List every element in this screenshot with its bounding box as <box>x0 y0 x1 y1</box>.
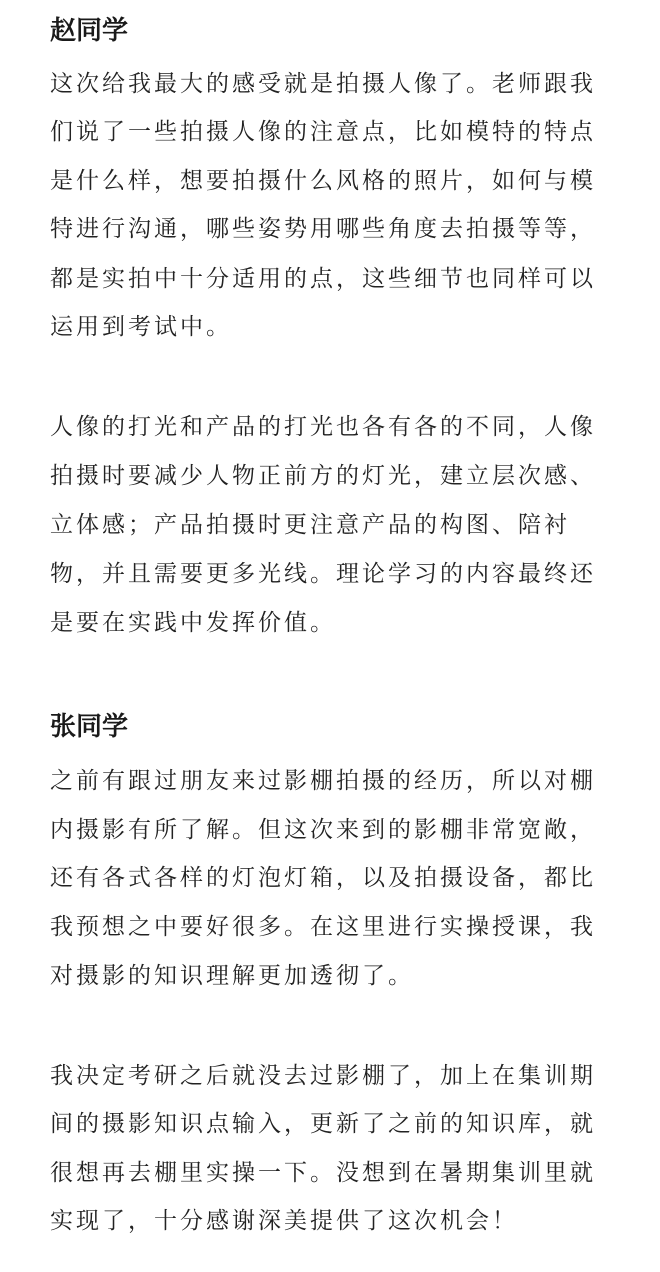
paragraph-line: 特进行沟通，哪些姿势用哪些角度去拍摄等等， <box>50 216 596 242</box>
paragraph-line: 对摄影的知识理解更加透彻了。 <box>50 963 414 989</box>
paragraph-line: 运用到考试中。 <box>50 314 232 340</box>
paragraph-line: 实现了，十分感谢深美提供了这次机会！ <box>50 1208 518 1234</box>
paragraph-line: 都是实拍中十分适用的点，这些细节也同样可以 <box>50 266 596 292</box>
paragraph-line: 很想再去棚里实操一下。没想到在暑期集训里就 <box>50 1160 596 1186</box>
paragraph-line: 还有各式各样的灯泡灯箱，以及拍摄设备，都比 <box>50 865 596 891</box>
section-heading-zhang: 张同学 <box>50 712 129 742</box>
section-heading-zhao: 赵同学 <box>50 16 129 46</box>
paragraph-line: 间的摄影知识点输入，更新了之前的知识库，就 <box>50 1111 596 1137</box>
paragraph-line: 人像的打光和产品的打光也各有各的不同，人像 <box>50 414 596 440</box>
paragraph-line: 立体感；产品拍摄时更注意产品的构图、陪衬 <box>50 512 570 538</box>
paragraph-line: 拍摄时要减少人物正前方的灯光，建立层次感、 <box>50 463 596 489</box>
paragraph-line: 物，并且需要更多光线。理论学习的内容最终还 <box>50 561 596 587</box>
paragraph-line: 内摄影有所了解。但这次来到的影棚非常宽敞， <box>50 817 596 843</box>
paragraph-line: 们说了一些拍摄人像的注意点，比如模特的特点 <box>50 119 596 145</box>
paragraph-line: 是什么样，想要拍摄什么风格的照片，如何与模 <box>50 168 596 194</box>
paragraph-line: 这次给我最大的感受就是拍摄人像了。老师跟我 <box>50 71 596 97</box>
paragraph-line: 之前有跟过朋友来过影棚拍摄的经历，所以对棚 <box>50 768 596 794</box>
paragraph-line: 我决定考研之后就没去过影棚了，加上在集训期 <box>50 1063 596 1089</box>
paragraph-line: 我预想之中要好很多。在这里进行实操授课，我 <box>50 914 596 940</box>
paragraph-line: 是要在实践中发挥价值。 <box>50 610 336 636</box>
